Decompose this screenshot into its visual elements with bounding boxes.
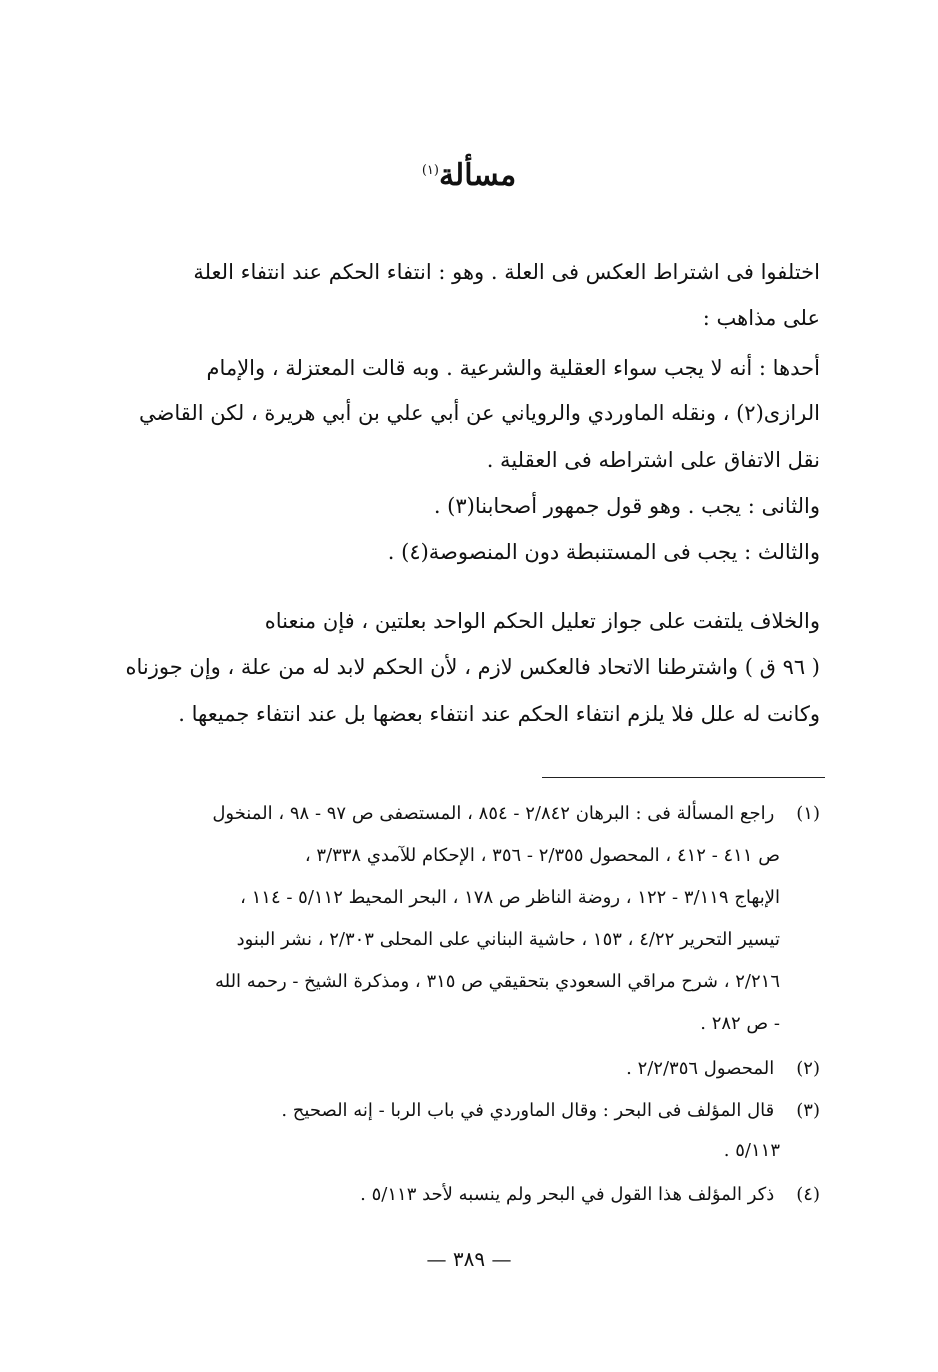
footnote-line: ٥/١١٣ . (723, 1140, 780, 1161)
body-line: وكانت له علل فلا يلزم انتفاء الحكم عند انتفاء بعضها بل عند انتفاء جميعها . (178, 702, 820, 726)
title-note-marker: (١) (421, 163, 439, 178)
footnote-number: (١) (796, 803, 820, 824)
body-line: والخلاف يلتفت على جواز تعليل الحكم الواحد بعلتين ، فإن منعناه (264, 609, 820, 633)
footnote-number: (٢) (796, 1058, 820, 1079)
body-line: أحدها : أنه لا يجب سواء العقلية والشرعية . وبه قالت المعتزلة ، والإمام (206, 356, 820, 380)
page-title (0, 158, 938, 193)
footnote-line: راجع المسألة فى : البرهان ٢/٨٤٢ - ٨٥٤ ، المستصفى ص ٩٧ - ٩٨ ، المنخول (212, 803, 775, 824)
body-line: على مذاهب : (702, 306, 820, 330)
footnote-text: ذكر المؤلف هذا القول في البحر ولم ينسبه لأحد ٥/١١٣ . (360, 1184, 775, 1205)
footnote-line: - ص ٢٨٢ . (700, 1013, 780, 1034)
footnote-3 (281, 1100, 820, 1121)
footnote-line: الإبهاج ٣/١١٩ - ١٢٢ ، روضة الناظر ص ١٧٨ ، البحر المحيط ٥/١١٢ - ١١٤ ، (240, 887, 780, 908)
body-line: ( ٩٦ ق ) واشترطنا الاتحاد فالعكس لازم ، لأن الحكم لابد له من علة ، وإن جوزناه (125, 655, 820, 679)
footnote-line: ٢/٢١٦ ، شرح مراقي السعودي بتحقيقي ص ٣١٥ ، ومذكرة الشيخ - رحمه الله (214, 971, 780, 992)
footnote-line: ص ٤١١ - ٤١٢ ، المحصول ٢/٣٥٥ - ٣٥٦ ، الإحكام للآمدي ٣/٣٣٨ ، (304, 845, 780, 866)
footnote-line: تيسير التحرير ٤/٢٢ ، ١٥٣ ، حاشية البناني على المحلى ٢/٣٠٣ ، نشر البنود (236, 929, 780, 950)
page-number: — ٣٨٩ — (426, 1247, 512, 1271)
body-line: اختلفوا فى اشتراط العكس فى العلة . وهو : انتفاء الحكم عند انتفاء العلة (193, 260, 820, 284)
footnote-number: (٤) (796, 1184, 820, 1205)
body-line: نقل الاتفاق على اشتراطه فى العقلية . (486, 448, 820, 472)
footnote-1 (212, 803, 820, 824)
footnote-number: (٣) (796, 1100, 820, 1121)
title-text: مسألة (438, 158, 517, 193)
body-line: الرازى(٢) ، ونقله الماوردي والروياني عن أبي علي بن أبي هريرة ، لكن القاضي (139, 401, 820, 425)
footnote-text: المحصول ٢/٢/٣٥٦ . (626, 1058, 775, 1079)
body-line: والثالث : يجب فى المستنبطة دون المنصوصة(٤) . (387, 540, 820, 564)
footnote-4 (360, 1184, 820, 1205)
footnote-separator (542, 777, 825, 778)
footnote-2 (626, 1058, 820, 1079)
footnote-line: قال المؤلف فى البحر : وقال الماوردي في باب الربا - إنه الصحيح . (281, 1100, 775, 1121)
body-line: والثانى : يجب . وهو قول جمهور أصحابنا(٣) . (433, 494, 820, 518)
